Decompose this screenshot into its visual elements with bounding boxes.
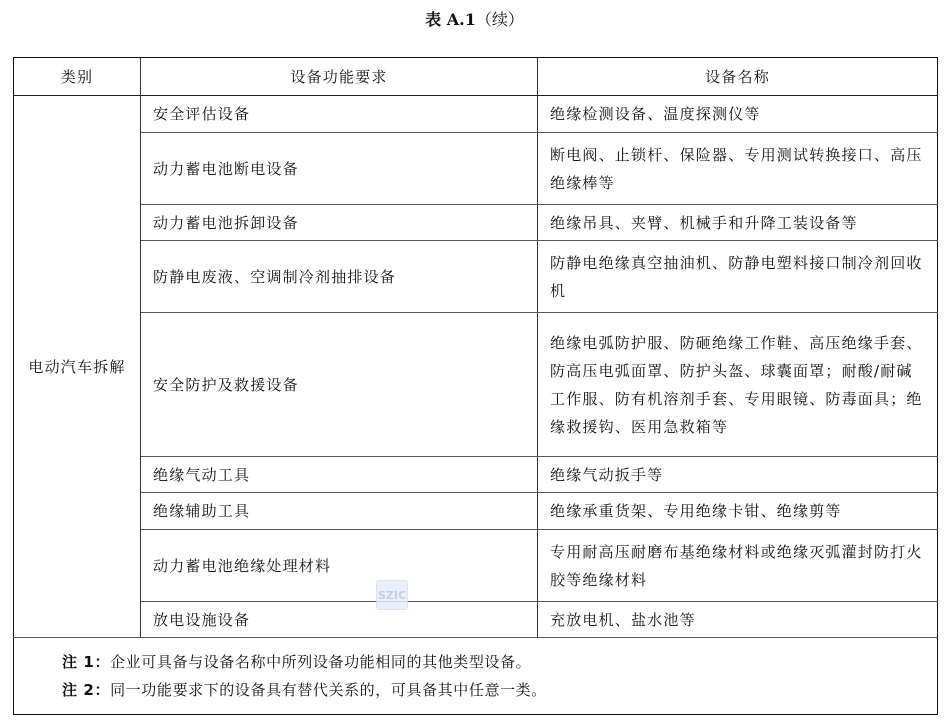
note-2 <box>62 676 937 704</box>
note-1 <box>62 648 937 676</box>
equipment-cell: 绝缘气动扳手等 <box>538 457 938 493</box>
equipment-cell: 绝缘承重货架、专用绝缘卡钳、绝缘剪等 <box>538 493 938 530</box>
function-cell: 放电设施设备 <box>141 602 538 638</box>
function-cell: 绝缘辅助工具 <box>141 493 538 530</box>
equipment-cell: 绝缘检测设备、温度探测仪等 <box>538 96 938 133</box>
equipment-cell: 断电阀、止锁杆、保险器、专用测试转换接口、高压绝缘棒等 <box>538 133 938 205</box>
function-cell: 动力蓄电池断电设备 <box>141 133 538 205</box>
table-row <box>14 241 938 313</box>
function-cell: 安全防护及救援设备 <box>141 313 538 457</box>
equipment-cell: 充放电机、盐水池等 <box>538 602 938 638</box>
table-row <box>14 133 938 205</box>
function-cell: 安全评估设备 <box>141 96 538 133</box>
table-caption-continued: （续） <box>475 10 524 29</box>
note-2-prefix: 注 2： <box>62 681 111 699</box>
category-cell: 电动汽车拆解 <box>14 96 141 638</box>
note-2-text: 同一功能要求下的设备具有替代关系的，可具备其中任意一类。 <box>110 681 547 699</box>
function-cell: 动力蓄电池绝缘处理材料 <box>141 530 538 602</box>
header-equipment-name: 设备名称 <box>538 58 938 96</box>
equipment-cell: 防静电绝缘真空抽油机、防静电塑料接口制冷剂回收机 <box>538 241 938 313</box>
table-notes-row <box>14 638 938 715</box>
table-row <box>14 493 938 530</box>
equipment-cell: 专用耐高压耐磨布基绝缘材料或绝缘灭弧灌封防打火胶等绝缘材料 <box>538 530 938 602</box>
equipment-cell: 绝缘电弧防护服、防砸绝缘工作鞋、高压绝缘手套、防高压电弧面罩、防护头盔、球囊面罩；耐酸/耐碱工作服、防有机溶剂手套、专用眼镜、防毒面具；绝缘救援钩、医用急救箱等 <box>538 313 938 457</box>
function-cell: 绝缘气动工具 <box>141 457 538 493</box>
table-row <box>14 457 938 493</box>
equipment-cell: 绝缘吊具、夹臂、机械手和升降工装设备等 <box>538 205 938 241</box>
header-function-requirement: 设备功能要求 <box>141 58 538 96</box>
table-caption <box>0 9 949 31</box>
table-row <box>14 96 938 133</box>
table-row <box>14 530 938 602</box>
note-1-prefix: 注 1： <box>62 653 111 671</box>
table-row <box>14 205 938 241</box>
note-1-text: 企业可具备与设备名称中所列设备功能相同的其他类型设备。 <box>110 653 532 671</box>
header-category: 类别 <box>14 58 141 96</box>
table-notes <box>14 638 938 715</box>
table-header-row <box>14 58 938 96</box>
watermark-logo: SZIC <box>376 580 408 610</box>
function-cell: 防静电废液、空调制冷剂抽排设备 <box>141 241 538 313</box>
table-caption-label: 表 A.1 <box>425 10 476 29</box>
table-row <box>14 313 938 457</box>
equipment-table <box>13 57 938 715</box>
table-row <box>14 602 938 638</box>
function-cell: 动力蓄电池拆卸设备 <box>141 205 538 241</box>
